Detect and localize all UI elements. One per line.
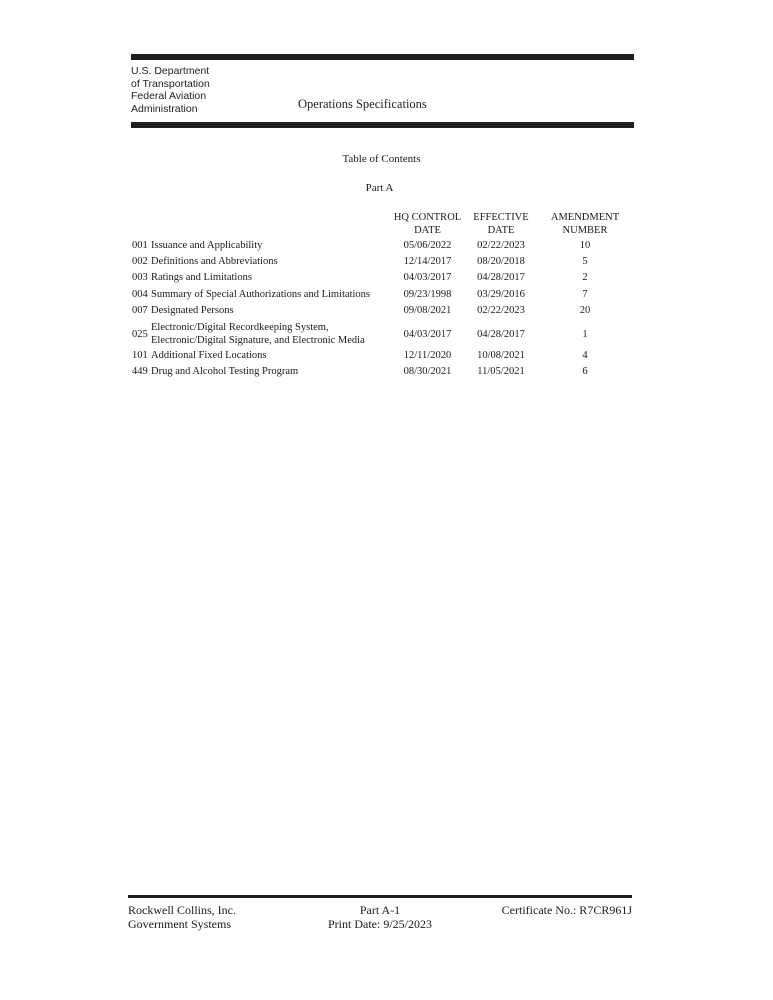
certificate-number: Certificate No.: R7CR961J: [501, 903, 632, 917]
effective-date: 03/29/2016: [477, 289, 525, 300]
section-number: 025: [132, 329, 148, 340]
section-number: 003: [132, 272, 148, 283]
section-number: 449: [132, 366, 148, 377]
hq-control-date: 04/03/2017: [403, 329, 452, 340]
toc-title: Table of Contents: [342, 153, 421, 165]
section-number: 002: [132, 256, 148, 267]
effective-date: 08/20/2018: [477, 256, 525, 267]
header-bottom-rule: [131, 122, 634, 128]
page-number: Part A-1: [359, 903, 401, 917]
section-title: Designated Persons: [151, 305, 234, 316]
amendment-number: 20: [579, 305, 591, 316]
amendment-number: 4: [582, 350, 588, 361]
hq-control-date: 12/11/2020: [403, 350, 452, 361]
effective-date: 10/08/2021: [477, 350, 525, 361]
agency-line: of Transportation: [131, 77, 210, 90]
effective-date: 02/22/2023: [477, 240, 525, 251]
section-title: Electronic/Digital Recordkeeping System, Electronic/Digital Signature, and Electronic Media: [151, 322, 365, 346]
hq-control-date: 05/06/2022: [403, 240, 452, 251]
amendment-number: 6: [582, 366, 588, 377]
effective-date: 04/28/2017: [477, 329, 525, 340]
section-title: Definitions and Abbreviations: [151, 256, 278, 267]
section-number: 001: [132, 240, 148, 251]
header-top-rule: [131, 54, 634, 60]
effective-date: 02/22/2023: [477, 305, 525, 316]
hq-control-date: 09/08/2021: [403, 305, 452, 316]
print-date: Print Date: 9/25/2023: [328, 917, 432, 931]
hq-control-date: 04/03/2017: [403, 272, 452, 283]
agency-line: U.S. Department: [131, 65, 210, 77]
amendment-number: 10: [579, 240, 591, 251]
amendment-number: 1: [582, 329, 588, 340]
document-title: Operations Specifications: [298, 97, 427, 111]
section-title: Drug and Alcohol Testing Program: [151, 366, 299, 377]
column-header-amendment-number: AMENDMENT NUMBER: [550, 212, 620, 236]
section-title: Ratings and Limitations: [151, 272, 252, 283]
agency-line: Federal Aviation: [131, 90, 207, 103]
section-title: Additional Fixed Locations: [151, 350, 267, 361]
footer-page-info: [310, 903, 450, 931]
effective-date: 11/05/2021: [477, 366, 525, 377]
column-header-hq-control-date: HQ CONTROL DATE: [393, 212, 462, 236]
amendment-number: 7: [582, 289, 588, 300]
amendment-number: 5: [582, 256, 588, 267]
section-title: Issuance and Applicability: [151, 240, 263, 251]
section-number: 007: [132, 305, 148, 316]
column-header-effective-date: EFFECTIVE DATE: [473, 212, 529, 236]
hq-control-date: 09/23/1998: [403, 289, 452, 300]
footer-company: Rockwell Collins, Inc. Government Systems: [128, 903, 236, 931]
hq-control-date: 08/30/2021: [403, 366, 452, 377]
amendment-number: 2: [582, 272, 588, 283]
section-number: 101: [132, 350, 148, 361]
agency-line: Administration: [131, 102, 198, 115]
section-title: Summary of Special Authorizations and Limitations: [151, 289, 371, 300]
part-title: Part A: [365, 182, 394, 194]
section-number: 004: [132, 289, 148, 300]
footer-rule: [128, 895, 632, 898]
agency-name: [131, 65, 210, 115]
hq-control-date: 12/14/2017: [403, 256, 452, 267]
effective-date: 04/28/2017: [477, 272, 525, 283]
